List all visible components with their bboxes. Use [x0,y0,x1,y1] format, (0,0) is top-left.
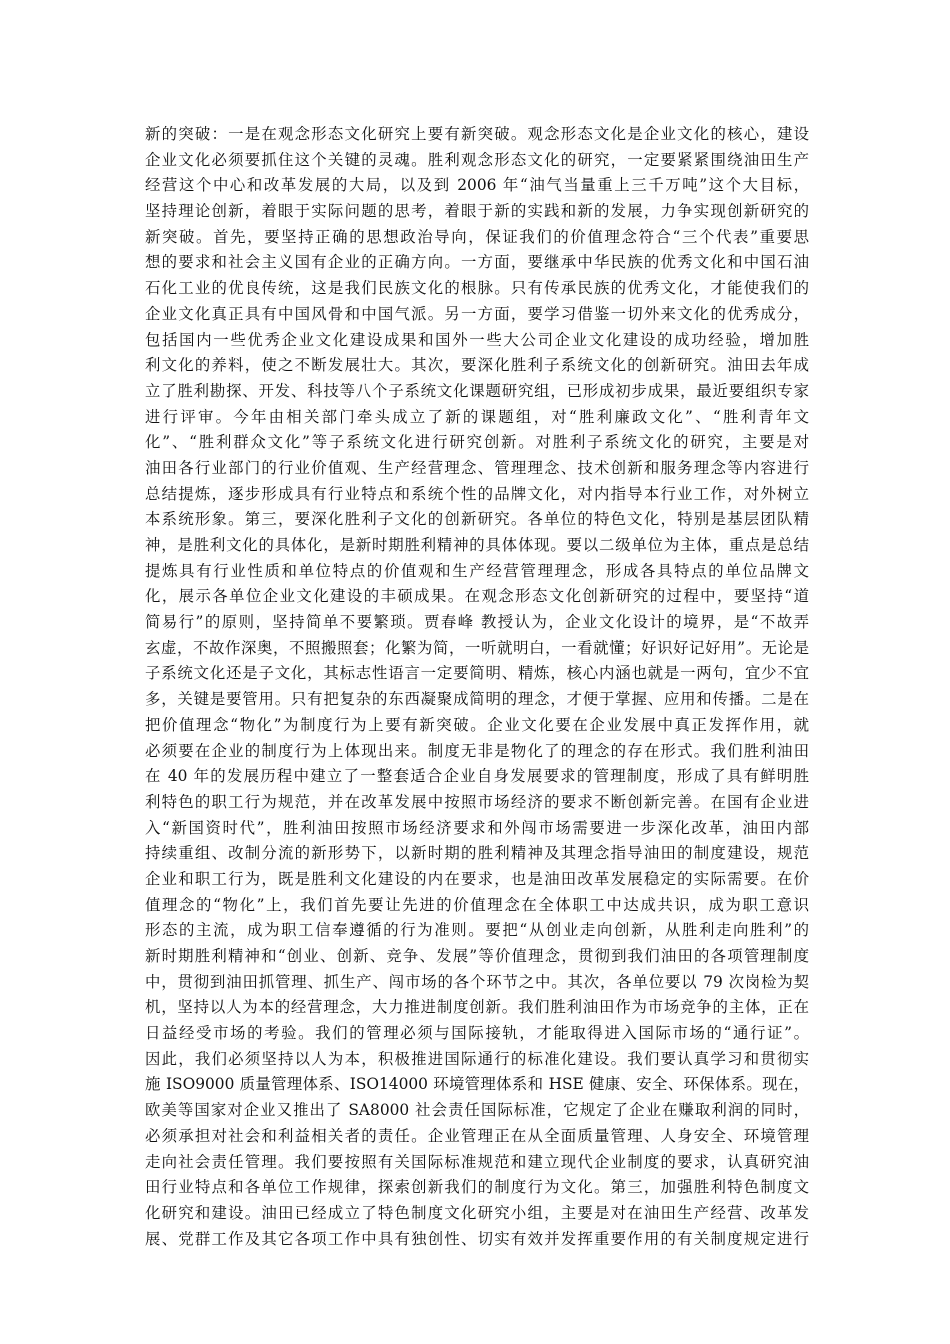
text-line: 石化工业的优良传统，这是我们民族文化的根脉。只有传承民族的优秀文化，才能使我们的 [145,279,809,298]
text-line: 持续重组、改制分流的新形势下，以新时期的胜利精神及其理念指导油田的制度建设，规范 [145,844,809,863]
text-line: 中，贯彻到油田抓管理、抓生产、闯市场的各个环节之中。其次，各单位要以 79 次岗检为契 [145,972,809,991]
text-line: 因此，我们必须坚持以人为本，积极推进国际通行的标准化建设。我们要认真学习和贯彻实 [145,1049,809,1068]
text-line: 企业和职工行为，既是胜利文化建设的内在要求，也是油田改革发展稳定的实际需要。在价 [145,869,809,888]
text-line: 神，是胜利文化的具体化，是新时期胜利精神的具体体现。要以二级单位为主体，重点是总结 [145,536,809,554]
text-line: 提炼具有行业性质和单位特点的价值观和生产经营管理理念，形成各具特点的单位品牌文 [145,561,809,580]
text-line: 企业文化必须要抓住这个关键的灵魂。胜利观念形态文化的研究，一定要紧紧围绕油田生产 [145,150,809,169]
text-line: 把价值理念“物化”为制度行为上要有新突破。企业文化要在企业发展中真正发挥作用，就 [145,715,809,734]
text-line: 新时期胜利精神和“创业、创新、竞争、发展”等价值理念，贯彻到我们油田的各项管理制度 [145,947,809,965]
text-line: 简易行”的原则，坚持简单不要繁琐。贾春峰 教授认为，企业文化设计的境界，是“不故弄 [145,613,809,632]
text-line: 新的突破：一是在观念形态文化研究上要有新突破。观念形态文化是企业文化的核心，建设 [145,125,809,143]
text-line: 包括国内一些优秀企业文化建设成果和国外一些大公司企业文化建设的成功经验，增加胜 [145,330,809,349]
text-line: 进行评审。今年由相关部门牵头成立了新的课题组，对“胜利廉政文化”、“胜利青年文 [145,407,809,426]
text-line: 在 40 年的发展历程中建立了一整套适合企业自身发展要求的管理制度，形成了具有鲜明胜 [145,767,809,786]
text-line: 日益经受市场的考验。我们的管理必须与国际接轨，才能取得进入国际市场的“通行证”。 [145,1024,809,1043]
text-line: 多，关键是要管用。只有把复杂的东西凝聚成简明的理念，才便于掌握、应用和传播。二是在 [145,690,809,709]
text-line: 必须要在企业的制度行为上体现出来。制度无非是物化了的理念的存在形式。我们胜利油田 [145,741,809,760]
text-line: 化研究和建设。油田已经成立了特色制度文化研究小组，主要是对在油田生产经营、改革发 [145,1203,809,1222]
text-line: 展、党群工作及其它各项工作中具有独创性、切实有效并发挥重要作用的有关制度规定进行 [145,1229,809,1248]
text-line: 入“新国资时代”，胜利油田按照市场经济要求和外闯市场需要进一步深化改革，油田内部 [145,818,809,837]
text-line: 坚持理论创新，着眼于实际问题的思考，着眼于新的实践和新的发展，力争实现创新研究的 [145,202,809,221]
text-line: 走向社会责任管理。我们要按照有关国际标准规范和建立现代企业制度的要求，认真研究油 [145,1152,809,1171]
text-line: 总结提炼，逐步形成具有行业特点和系统个性的品牌文化，对内指导本行业工作，对外树立 [145,484,809,503]
text-line: 化，展示各单位企业文化建设的丰硕成果。在观念形态文化创新研究的过程中，要坚持“道 [145,587,809,606]
text-line: 立了胜利勘探、开发、科技等八个子系统文化课题研究组，已形成初步成果，最近要组织专家 [145,381,809,400]
text-line: 想的要求和社会主义国有企业的正确方向。一方面，要继承中华民族的优秀文化和中国石油 [145,253,809,272]
text-line: 形态的主流，成为职工信奉遵循的行为准则。要把“从创业走向创新，从胜利走向胜利”的 [145,921,809,940]
text-line: 田行业特点和各单位工作规律，探索创新我们的制度行为文化。第三，加强胜利特色制度文 [145,1178,809,1197]
text-line: 值理念的“物化”上，我们首先要让先进的价值理念在全体职工中达成共识，成为职工意识 [145,895,809,914]
text-line: 施 ISO9000 质量管理体系、ISO14000 环境管理体系和 HSE 健康、安全、环保体系。现在， [145,1075,809,1094]
text-line: 化”、“胜利群众文化”等子系统文化进行研究创新。对胜利子系统文化的研究，主要是对 [145,433,809,452]
text-line: 玄虚，不故作深奥，不照搬照套；化繁为简，一听就明白，一看就懂；好识好记好用”。无论是 [145,638,809,657]
text-line: 油田各行业部门的行业价值观、生产经营理念、管理理念、技术创新和服务理念等内容进行 [145,458,809,477]
text-line: 利文化的养料，使之不断发展壮大。其次，要深化胜利子系统文化的创新研究。油田去年成 [145,356,809,375]
text-line: 企业文化真正具有中国风骨和中国气派。另一方面，要学习借鉴一切外来文化的优秀成分， [145,304,809,323]
text-line: 机，坚持以人为本的经营理念，大力推进制度创新。我们胜利油田作为市场竞争的主体，正在 [145,998,809,1017]
text-line: 新突破。首先，要坚持正确的思想政治导向，保证我们的价值理念符合“三个代表”重要思 [145,227,809,246]
text-line: 利特色的职工行为规范，并在改革发展中按照市场经济的要求不断创新完善。在国有企业进 [145,792,809,811]
text-line: 必须承担对社会和利益相关者的责任。企业管理正在从全面质量管理、人身安全、环境管理 [145,1126,809,1145]
text-line: 经营这个中心和改革发展的大局，以及到 2006 年“油气当量重上三千万吨”这个大目标， [145,176,809,195]
text-line: 子系统文化还是子文化，其标志性语言一定要简明、精炼，核心内涵也就是一两句，宜少不宜 [145,664,809,683]
text-line: 本系统形象。第三，要深化胜利子文化的创新研究。各单位的特色文化，特别是基层团队精 [145,510,809,529]
body-text [145,122,809,1252]
text-line: 欧美等国家对企业又推出了 SA8000 社会责任国际标准，它规定了企业在赚取利润的同时， [145,1101,809,1120]
